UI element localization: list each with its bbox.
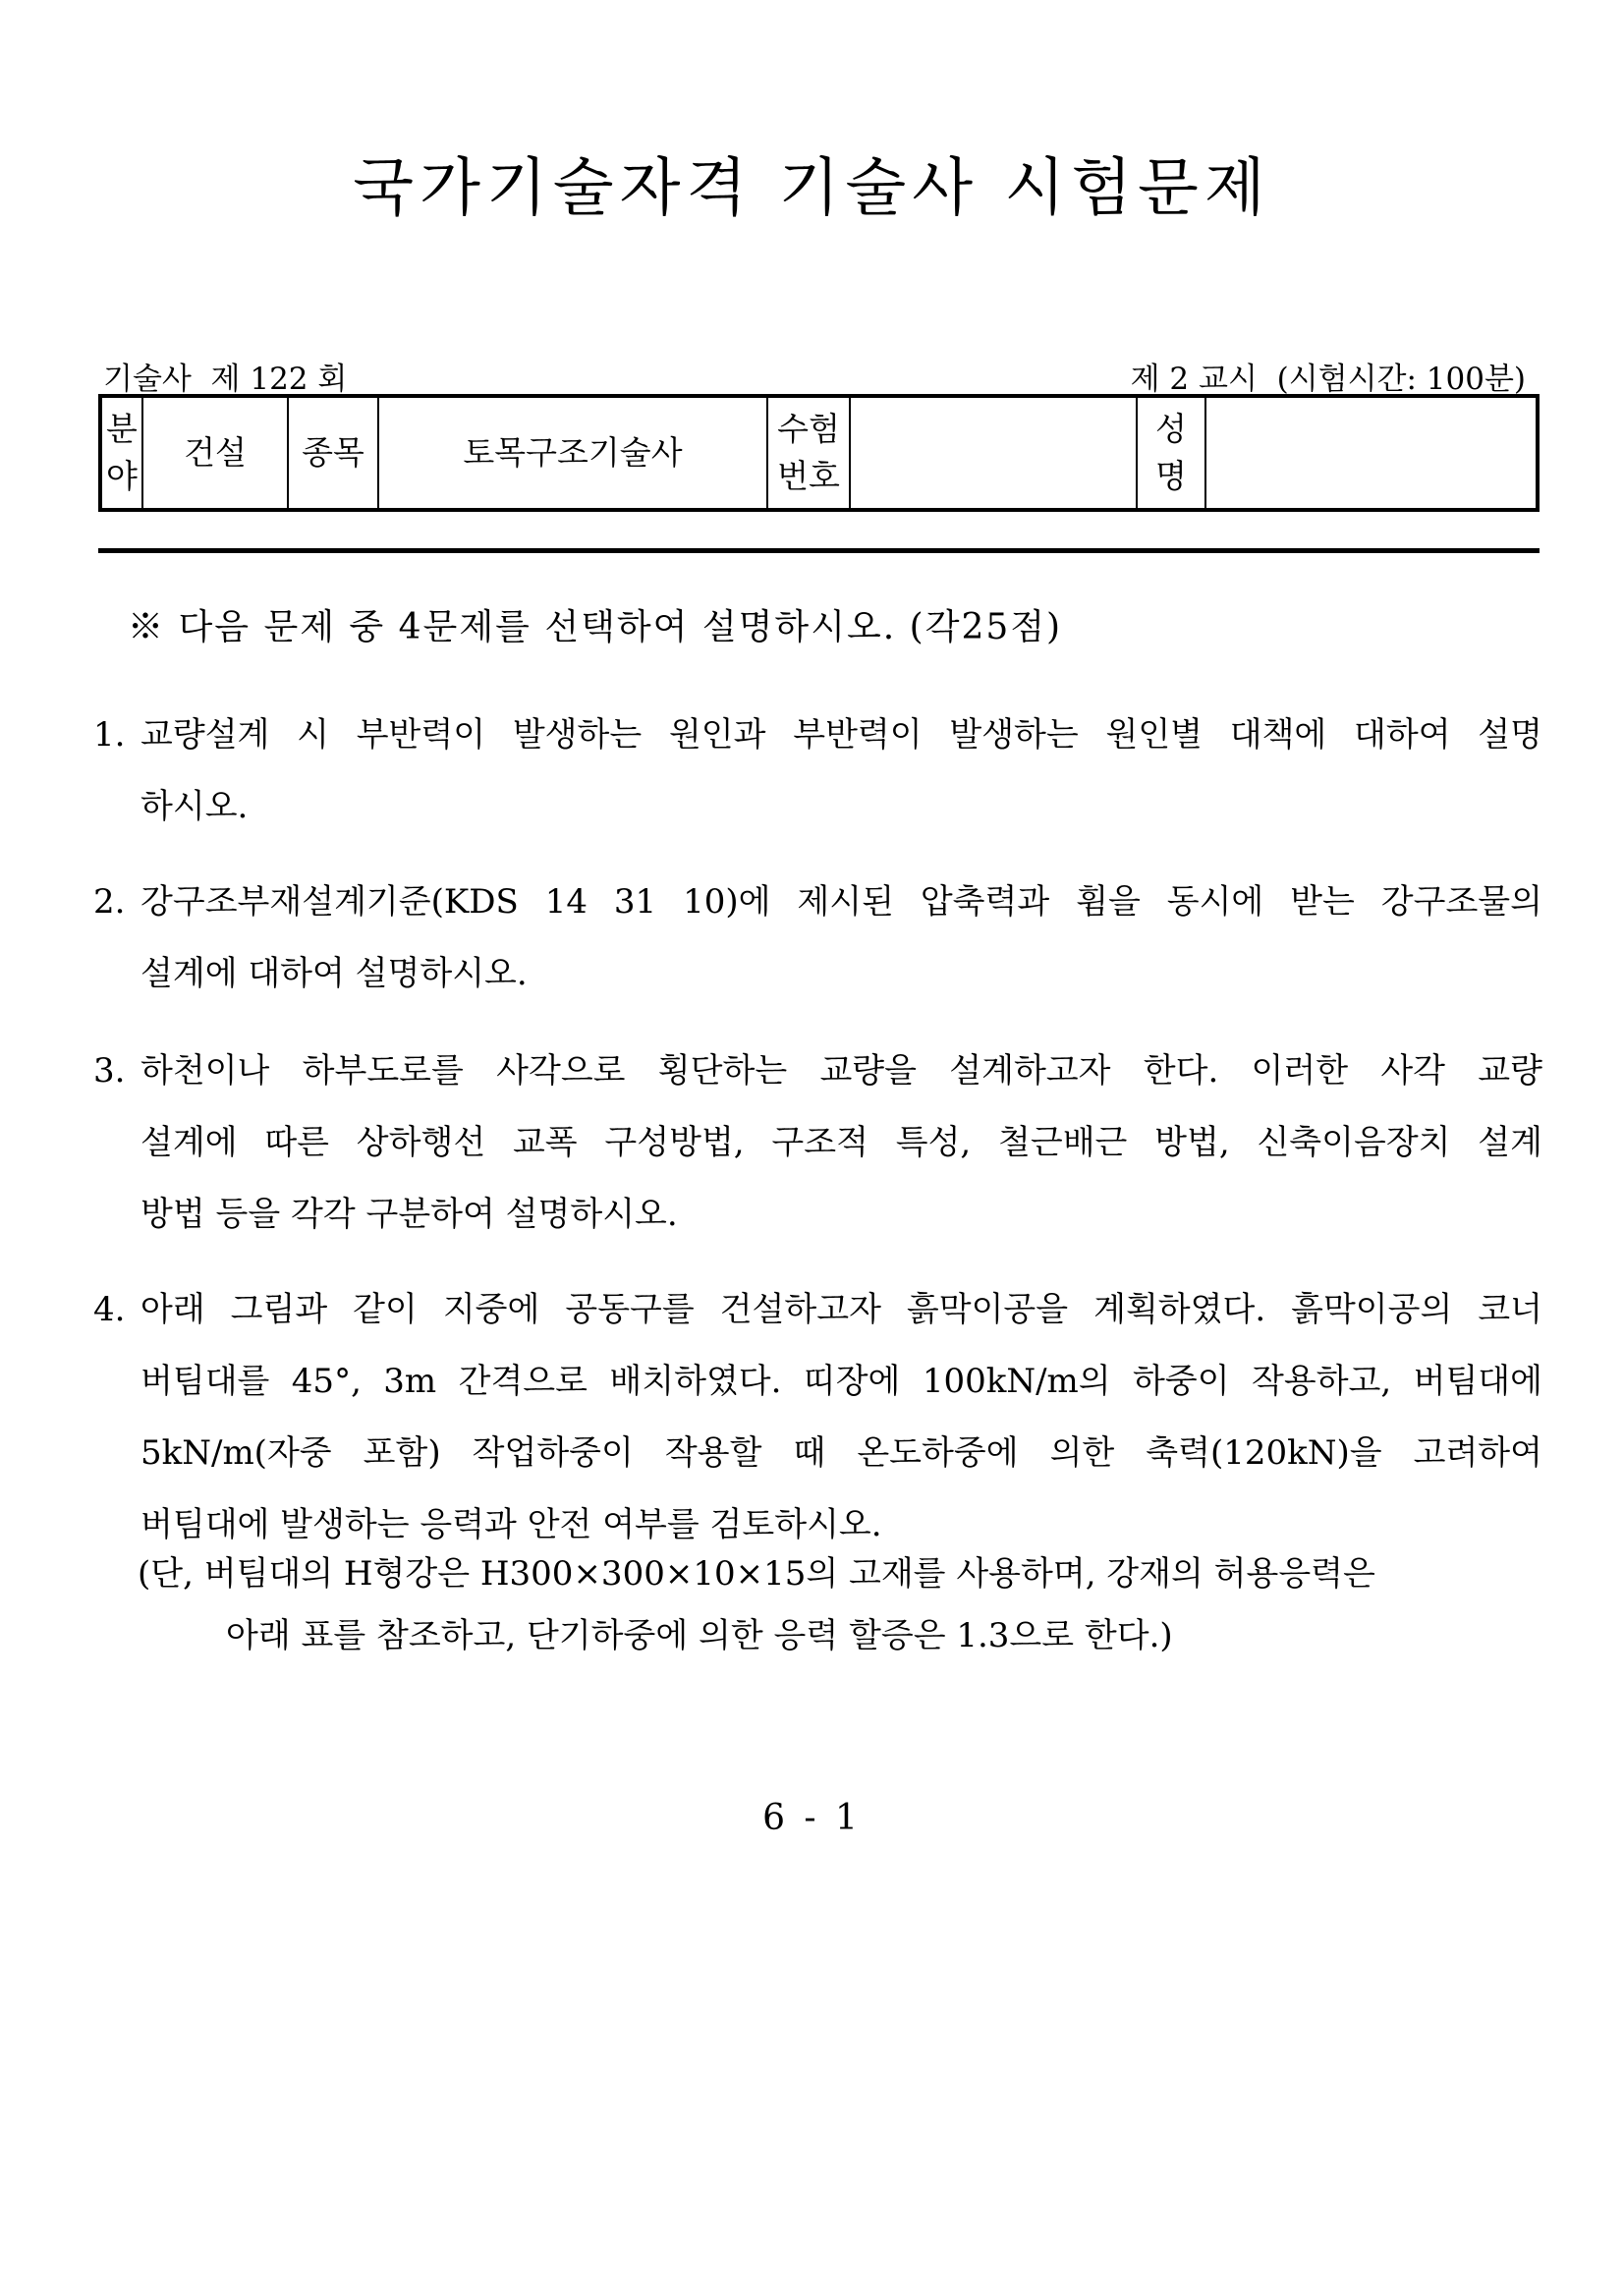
exam-no-label-bottom: 번호	[777, 457, 840, 495]
question-line: 강구조부재설계기준(KDS 14 31 10)에 제시된 압축력과 휨을 동시에 받는 강구조물의	[140, 882, 1542, 922]
name-label-cell	[1137, 396, 1205, 510]
question-4-note-line-2: 아래 표를 참조하고, 단기하중에 의한 응력 할증은 1.3으로 한다.)	[226, 1616, 1173, 1655]
question-3	[93, 1036, 1542, 1251]
name-label-bottom: 명	[1155, 457, 1187, 495]
section-divider	[98, 548, 1540, 553]
field-label-bottom: 야	[106, 457, 138, 495]
question-4-note-line-1: (단, 버팀대의 H형강은 H300×300×10×15의 고재를 사용하며, 강재의 허용응력은	[138, 1554, 1375, 1594]
item-value: 토목구조기술사	[378, 396, 767, 510]
question-number: 2.	[93, 882, 126, 922]
name-field[interactable]	[1205, 396, 1538, 510]
question-4	[93, 1274, 1542, 1561]
question-1	[93, 700, 1542, 843]
exam-no-label-top: 수험	[777, 410, 840, 449]
exam-no-field[interactable]	[850, 396, 1137, 510]
exam-session: 제 2 교시 (시험시간: 100분)	[1130, 362, 1526, 397]
question-line: 교량설계 시 부반력이 발생하는 원인과 부반력이 발생하는 원인별 대책에 대하여 설명	[140, 715, 1542, 755]
question-number: 1.	[93, 715, 126, 755]
question-line: 설계에 대하여 설명하시오.	[140, 954, 528, 993]
document-title: 국가기술자격 기술사 시험문제	[353, 152, 1271, 225]
question-line: 방법 등을 각각 구분하여 설명하시오.	[140, 1195, 678, 1234]
question-line: 하시오.	[140, 787, 249, 826]
exam-round: 기술사 제 122 회	[103, 362, 348, 397]
exam-no-label-cell	[767, 396, 850, 510]
question-line: 5kN/m(자중 포함) 작업하중이 작용할 때 온도하중에 의한 축력(120kN)을 고려하여	[140, 1433, 1542, 1473]
question-line: 아래 그림과 같이 지중에 공동구를 건설하고자 흙막이공을 계획하였다. 흙막이공의 코너	[140, 1290, 1542, 1329]
instruction-text: ※ 다음 문제 중 4문제를 선택하여 설명하시오. (각25점)	[128, 607, 1063, 647]
field-value: 건설	[142, 396, 288, 510]
item-label: 종목	[288, 396, 378, 510]
exam-info-table	[98, 394, 1540, 512]
page-number: 6 - 1	[762, 1798, 862, 1838]
question-number: 4.	[93, 1290, 126, 1329]
question-line: 설계에 따른 상하행선 교폭 구성방법, 구조적 특성, 철근배근 방법, 신축이음장치 설계	[140, 1123, 1542, 1162]
question-number: 3.	[93, 1051, 126, 1091]
field-label-cell	[100, 396, 142, 510]
question-2	[93, 867, 1542, 1010]
question-line: 버팀대를 45°, 3m 간격으로 배치하였다. 띠장에 100kN/m의 하중이 작용하고, 버팀대에	[140, 1362, 1542, 1401]
question-line: 버팀대에 발생하는 응력과 안전 여부를 검토하시오.	[140, 1505, 882, 1544]
question-line: 하천이나 하부도로를 사각으로 횡단하는 교량을 설계하고자 한다. 이러한 사각 교량	[140, 1051, 1542, 1091]
name-label-top: 성	[1155, 410, 1187, 449]
field-label-top: 분	[106, 410, 138, 449]
